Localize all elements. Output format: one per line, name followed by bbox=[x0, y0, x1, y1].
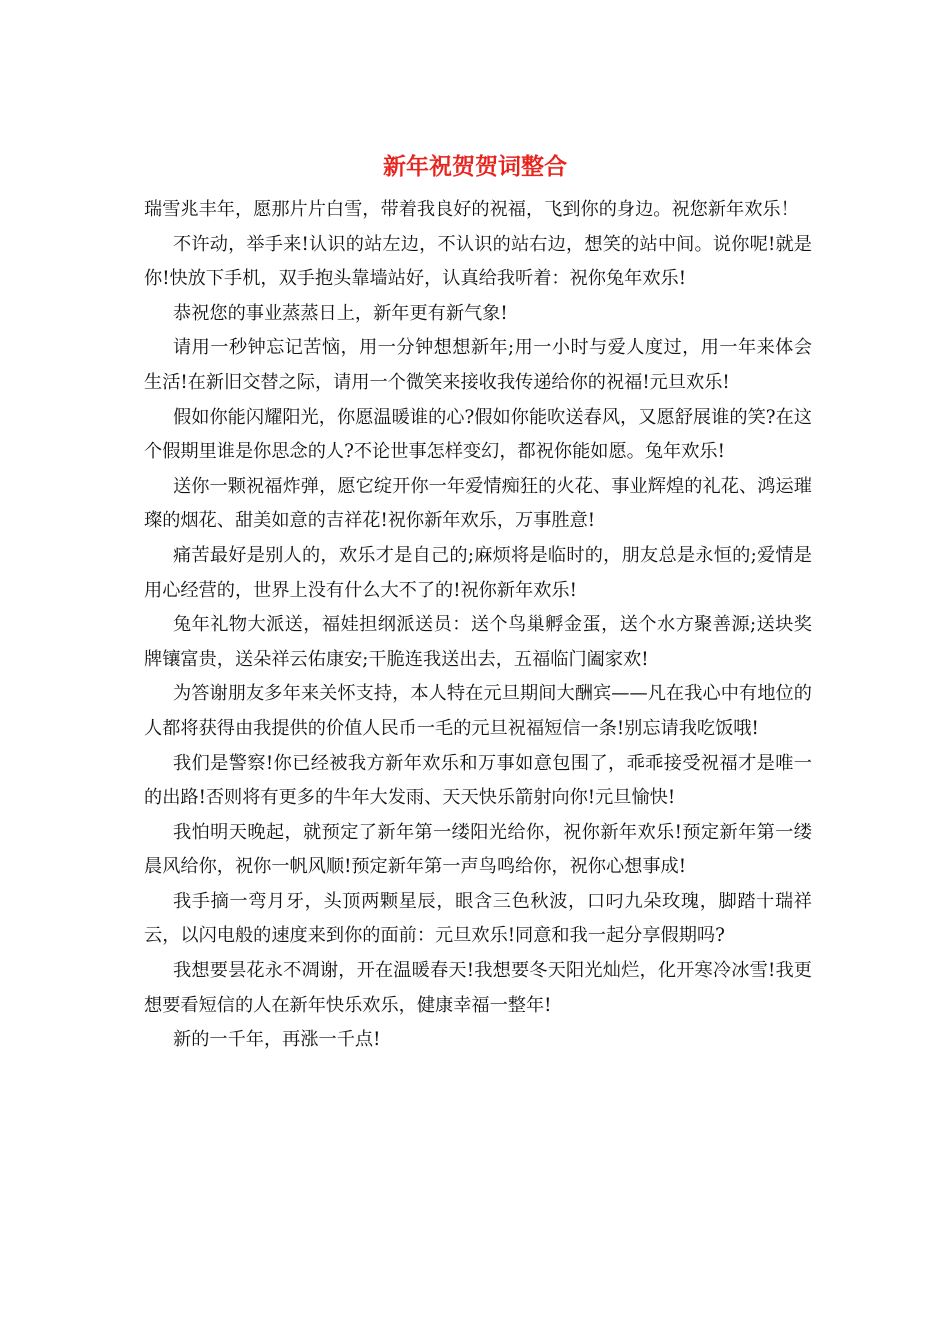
paragraph: 为答谢朋友多年来关怀支持，本人特在元旦期间大酬宾——凡在我心中有地位的人都将获得由我提供的价值人民币一毛的元旦祝福短信一条!别忘请我吃饭哦! bbox=[144, 683, 812, 739]
document-body bbox=[144, 193, 812, 1058]
paragraph: 痛苦最好是别人的，欢乐才是自己的;麻烦将是临时的，朋友总是永恒的;爱情是用心经营的，世界上没有什么大不了的!祝你新年欢乐! bbox=[144, 544, 812, 601]
paragraph: 新的一千年，再涨一千点! bbox=[173, 1029, 381, 1051]
paragraph: 假如你能闪耀阳光，你愿温暖谁的心?假如你能吹送春风，又愿舒展谁的笑?在这个假期里谁是你思念的人?不论世事怎样变幻，都祝你能如愿。兔年欢乐! bbox=[144, 406, 812, 463]
paragraph: 我手摘一弯月牙，头顶两颗星辰，眼含三色秋波，口叼九朵玫瑰，脚踏十瑞祥云，以闪电般的速度来到你的面前：元旦欢乐!同意和我一起分享假期吗? bbox=[144, 890, 812, 947]
paragraph: 兔年礼物大派送，福娃担纲派送员：送个鸟巢孵金蛋，送个水方聚善源;送块奖牌镶富贵，送朵祥云佑康安;干脆连我送出去，五福临门阖家欢! bbox=[144, 614, 812, 670]
paragraph: 我想要昙花永不凋谢，开在温暖春天!我想要冬天阳光灿烂，化开寒冷冰雪!我更想要看短信的人在新年快乐欢乐，健康幸福一整年! bbox=[144, 960, 812, 1016]
paragraph: 恭祝您的事业蒸蒸日上，新年更有新气象! bbox=[173, 302, 508, 324]
paragraph: 我怕明天晚起，就预定了新年第一缕阳光给你，祝你新年欢乐!预定新年第一缕晨风给你，祝你一帆风顺!预定新年第一声鸟鸣给你，祝你心想事成! bbox=[144, 821, 812, 878]
paragraph: 不许动，举手来!认识的站左边，不认识的站右边，想笑的站中间。说你呢!就是你!快放下手机，双手抱头靠墙站好，认真给我听着：祝你兔年欢乐! bbox=[144, 233, 812, 290]
paragraph: 我们是警察!你已经被我方新年欢乐和万事如意包围了，乖乖接受祝福才是唯一的出路!否则将有更多的牛年大发雨、天天快乐箭射向你!元旦愉快! bbox=[144, 752, 812, 809]
document-title: 新年祝贺贺词整合 bbox=[383, 153, 567, 180]
paragraph: 请用一秒钟忘记苦恼，用一分钟想想新年;用一小时与爱人度过，用一年来体会生活!在新旧交替之际，请用一个微笑来接收我传递给你的祝福!元旦欢乐! bbox=[144, 337, 812, 393]
paragraph: 瑞雪兆丰年，愿那片片白雪，带着我良好的祝福，飞到你的身边。祝您新年欢乐！ bbox=[144, 199, 799, 220]
paragraph: 送你一颗祝福炸弹，愿它绽开你一年爱情痴狂的火花、事业辉煌的礼花、鸿运璀璨的烟花、甜美如意的吉祥花!祝你新年欢乐，万事胜意! bbox=[144, 475, 812, 532]
